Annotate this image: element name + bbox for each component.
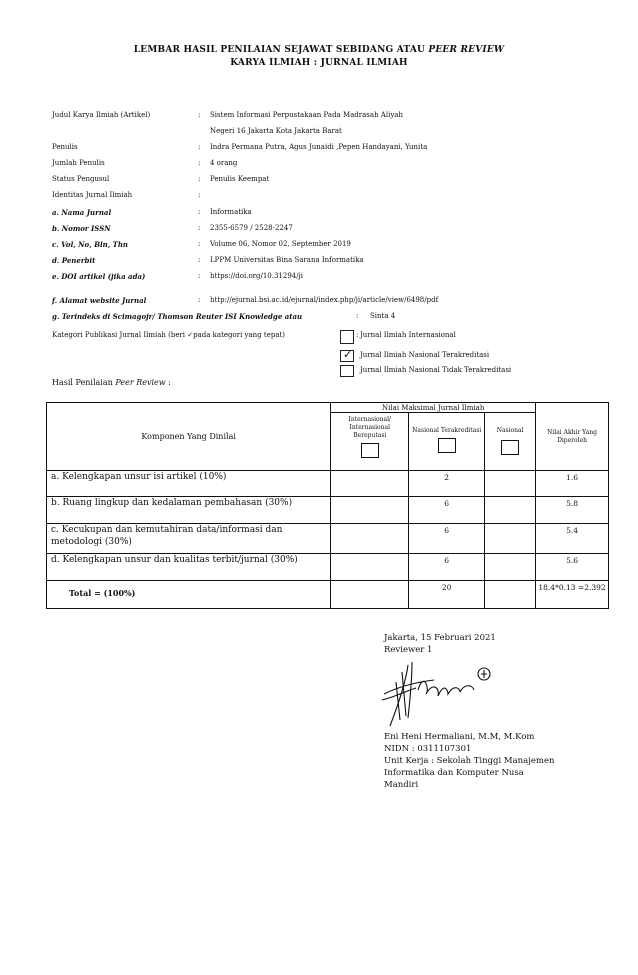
meta-value: 4 orang [210,159,238,167]
header-nat-box [501,440,519,455]
page-subtitle: KARYA ILMIAH : JURNAL ILMIAH [230,58,408,68]
table-row [47,471,609,497]
kategori-option-label: Jurnal Ilmiah Nasional Terakreditasi [360,351,490,359]
meta-label: a. Nama Jurnal [52,208,112,217]
meta-label: Identitas Jurnal Ilmiah [52,191,133,199]
meta-colon: : [198,272,201,280]
meta-label: e. DOI artikel (jika ada) [52,272,146,281]
meta-label: c. Vol, No, Bln, Thn [52,240,128,249]
page-title [0,45,638,55]
kategori-checkbox[interactable] [340,350,354,362]
criterion-label: b. Ruang lingkup dan kedalaman pembahasan (30%) [47,497,331,524]
cell-intl [331,554,409,581]
cell-intl [331,497,409,524]
meta-colon: : [198,143,201,151]
title-line1: LEMBAR HASIL PENILAIAN SEJAWAT SEBIDANG ATAU [133,45,426,55]
cell-final: 5.8 [536,497,609,524]
table-row [47,524,609,554]
cell-final: 1.6 [536,471,609,497]
meta-colon: : [198,159,201,167]
table-row [47,497,609,524]
meta-label: b. Nomor ISSN [52,224,111,233]
cell-intl [331,471,409,497]
header-nat-acc-box [438,438,456,453]
meta-label: Status Pengusul [52,175,110,183]
cell-nat-acc: 6 [409,554,485,581]
cell-final: 5.4 [536,524,609,554]
meta-value: Sinta 4 [370,312,396,320]
cell-nat-acc: 6 [409,497,485,524]
total-intl [331,581,409,609]
kategori-option-label: Jurnal Ilmiah Nasional Tidak Terakreditasi [360,366,512,374]
total-nat [485,581,536,609]
meta-colon: : [198,208,201,216]
meta-value: http://ejurnal.bsi.ac.id/ejurnal/index.php/ji/article/view/6498/pdf [210,296,439,304]
header-nat-acc-cell [409,413,485,471]
cell-nat [485,471,536,497]
kategori-checkbox[interactable] [340,330,354,344]
check-icon: ✓ [343,348,353,361]
meta-value: LPPM Universitas Bina Sarana Informatika [210,256,364,264]
meta-label: Penulis [52,143,78,151]
meta-value: Sistem Informasi Perpustakaan Pada Madrasah Aliyah [210,111,403,119]
header-intl-box [361,443,379,458]
table-body [47,471,609,581]
meta-value: Informatika [210,208,252,216]
header-final: Nilai Akhir Yang Diperoleh [536,403,609,471]
meta-label: f. Alamat website Jurnal [52,296,147,305]
header-nat-acc: Nasional Terakreditasi [412,427,482,434]
sig-nidn: NIDN : 0311107301 [384,744,472,754]
meta-colon: : [198,175,201,183]
cell-nat [485,497,536,524]
hasil-label-text: Hasil Penilaian [52,378,113,387]
total-nat-acc: 20 [409,581,485,609]
sig-place-date: Jakarta, 15 Februari 2021 [384,633,496,643]
meta-value: Volume 06, Nomor 02, September 2019 [210,240,351,248]
meta-value: Penulis Keempat [210,175,270,183]
criterion-label: c. Kecukupan dan kemutahiran data/informasi dan metodologi (30%) [47,524,331,554]
meta-label: d. Penerbit [52,256,96,265]
meta-label: Jumlah Penulis [52,159,105,167]
total-label: Total = (100%) [47,581,331,609]
meta-colon: : [198,224,201,232]
meta-value: Indra Permana Putra, Agus Junaidi ,Pepen Handayani, Yunita [210,143,428,151]
meta-label: Judul Karya Ilmiah (Artikel) [52,111,151,119]
cell-intl [331,524,409,554]
meta-value: 2355-6579 / 2528-2247 [210,224,293,232]
title-line1-italic: PEER REVIEW [428,45,505,55]
cell-nat [485,554,536,581]
total-final: 18.4*0.13 =2.392 [536,581,609,609]
sig-unit-3: Mandiri [384,780,419,790]
signature-image [378,660,498,732]
hasil-label-tail: : [168,378,171,387]
table-row [47,554,609,581]
meta-value: https://doi.org/10.31294/ji [210,272,304,280]
criterion-label: a. Kelengkapan unsur isi artikel (10%) [47,471,331,497]
meta-colon: : [198,111,201,119]
kategori-label [52,331,332,340]
meta-colon: : [198,296,201,304]
sig-unit-1: Unit Kerja : Sekolah Tinggi Manajemen [384,756,555,766]
meta-colon: : [356,312,359,320]
hasil-label-italic: Peer Review [115,378,166,387]
sig-role: Reviewer 1 [384,645,433,655]
sig-unit-2: Informatika dan Komputer Nusa [384,768,524,778]
meta-value: Negeri 16 Jakarta Kota Jakarta Barat [210,127,342,135]
criterion-label: d. Kelengkapan unsur dan kualitas terbit/jurnal (30%) [47,554,331,581]
review-table [46,402,609,609]
hasil-label [52,378,171,387]
header-max: Nilai Maksimal Jurnal Ilmiah [331,403,536,413]
header-intl: Internasional/ Internasional Bereputasi [348,416,392,439]
cell-nat-acc: 6 [409,524,485,554]
kategori-checkbox[interactable] [340,365,354,377]
meta-colon: : [198,240,201,248]
cell-nat [485,524,536,554]
kategori-option-label: Jurnal Ilmiah Internasional [360,331,456,339]
kategori-label-text: Kategori Publikasi Jurnal Ilmiah (beri ✓pada kategori yang tepat) [52,331,286,339]
meta-label: g. Terindeks di Scimagojr/ Thomson Reuter ISI Knowledge atau [52,312,303,321]
header-nat: Nasional [496,427,524,434]
header-component: Komponen Yang Dinilai [47,403,331,471]
cell-nat-acc: 2 [409,471,485,497]
sig-name: Eni Heni Hermaliani, M.M, M.Kom [384,732,535,742]
cell-final: 5.6 [536,554,609,581]
header-intl-cell [331,413,409,471]
meta-colon: : [198,191,201,199]
meta-colon: : [198,256,201,264]
header-nat-cell [485,413,536,471]
kategori-colon: : [356,331,359,339]
